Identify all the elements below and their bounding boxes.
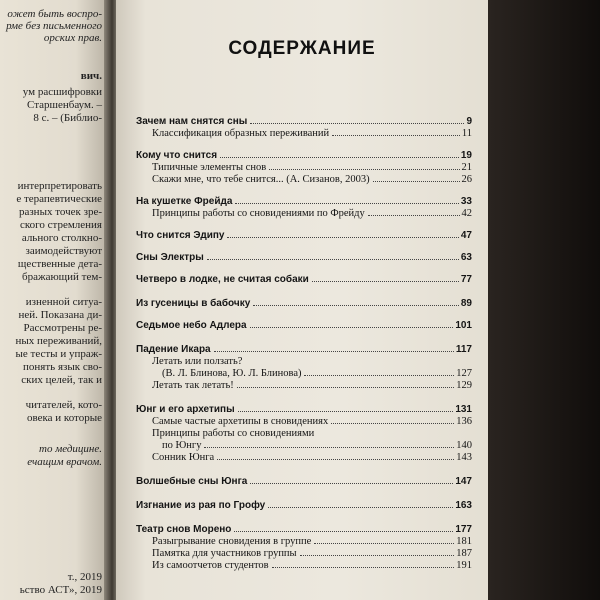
page-title: СОДЕРЖАНИЕ: [228, 38, 376, 59]
toc-page-number: 191: [456, 560, 472, 571]
left-page-line: Старшенбаум. –: [27, 99, 102, 111]
left-page-line: щественные дета-: [17, 258, 102, 270]
toc-leader-dots: [253, 305, 459, 306]
toc-leader-dots: [227, 237, 458, 238]
left-page-line: заимодействуют: [25, 245, 102, 257]
toc-entry-title: Типичные элементы снов: [152, 162, 267, 173]
toc-leader-dots: [207, 259, 459, 260]
toc-subentry: [152, 452, 472, 464]
toc-subentry: [162, 368, 472, 380]
toc-entry-title: Принципы работы со сновидениями по Фрейду: [152, 208, 365, 219]
toc-chapter: [136, 252, 472, 264]
left-page-line: бражающий тем-: [22, 271, 102, 283]
toc-leader-dots: [237, 387, 454, 388]
toc-leader-dots: [238, 411, 454, 412]
toc-entry-title: Кому что снится: [136, 150, 218, 161]
left-page-line: ые тесты и упраж-: [15, 348, 102, 360]
toc-subentry: [152, 208, 472, 220]
toc-leader-dots: [214, 351, 454, 352]
toc-entry-title: Самые частые архетипы в сновидениях: [152, 416, 329, 427]
toc-leader-dots: [234, 531, 453, 532]
toc-chapter: [136, 230, 472, 242]
toc-chapter: [136, 524, 472, 536]
left-page-line: е терапевтические: [16, 193, 102, 205]
toc-leader-dots: [314, 543, 454, 544]
toc-leader-dots: [204, 447, 454, 448]
toc-entry-title: Зачем нам снятся сны: [136, 116, 248, 127]
toc-page-number: 136: [456, 416, 472, 427]
toc-subentry: [162, 440, 472, 452]
toc-entry-title: Седьмое небо Адлера: [136, 320, 247, 331]
left-page-line: рме без письменного: [6, 20, 102, 32]
toc-entry-title: Разыгрывание сновидения в группе: [152, 536, 312, 547]
toc-page-number: 127: [456, 368, 472, 379]
toc-subentry: [152, 128, 472, 140]
toc-page-number: 140: [456, 440, 472, 451]
toc-page-number: 89: [460, 298, 472, 309]
toc-subentry: [152, 548, 472, 560]
left-page-line: овека и которые: [26, 412, 102, 424]
left-page-line: изненной ситуа-: [25, 296, 102, 308]
toc-leader-dots: [300, 555, 455, 556]
toc-entry-title: Что снится Эдипу: [136, 230, 225, 241]
toc-entry-title: (В. Л. Блинова, Ю. Л. Блинова): [162, 368, 302, 379]
left-page-line: ечащим врачом.: [27, 456, 102, 468]
toc-entry-title: Скажи мне, что тебе снится... (А. Сизанов, 2003): [152, 174, 370, 185]
left-page-line: ского стремления: [19, 219, 102, 231]
toc-page-number: 19: [460, 150, 472, 161]
toc-subentry: [152, 560, 472, 572]
toc-page-number: 101: [455, 320, 472, 331]
toc-subentry: [152, 380, 472, 392]
toc-entry-title: Принципы работы со сновидениями: [152, 428, 315, 439]
toc-leader-dots: [312, 281, 459, 282]
toc-subentry: [152, 536, 472, 548]
toc-entry-title: Сны Электры: [136, 252, 204, 263]
left-page-line: ального столкно-: [21, 232, 102, 244]
left-page-line: т., 2019: [67, 571, 102, 583]
toc-page-number: 21: [461, 162, 472, 173]
toc-leader-dots: [373, 181, 460, 182]
toc-page-number: 9: [466, 116, 472, 127]
toc-page-number: 117: [455, 344, 472, 355]
left-page-line: ум расшифровки: [22, 86, 102, 98]
toc-chapter: [136, 320, 472, 332]
toc-entry-title: Сонник Юнга: [152, 452, 215, 463]
background-shadow: [488, 0, 600, 600]
toc-entry-title: Изгнание из рая по Грофу: [136, 500, 266, 511]
left-page-line: ожет быть воспро-: [7, 8, 102, 20]
toc-subentry: [152, 162, 472, 174]
toc-entry-title: Четверо в лодке, не считая собаки: [136, 274, 309, 285]
left-page-line: понять язык сво-: [23, 361, 102, 373]
toc-page-number: 129: [456, 380, 472, 391]
toc-leader-dots: [235, 203, 458, 204]
toc-entry-title: Летать так летать!: [152, 380, 234, 391]
toc-chapter: [136, 196, 472, 208]
toc-entry-title: по Юнгу: [162, 440, 202, 451]
left-page: [0, 0, 108, 600]
toc-leader-dots: [368, 215, 460, 216]
toc-page-number: 26: [461, 174, 472, 185]
toc-page-number: 181: [456, 536, 472, 547]
left-page-line: Рассмотрены ре-: [23, 322, 102, 334]
toc-leader-dots: [269, 169, 459, 170]
toc-entry-title: Театр снов Морено: [136, 524, 232, 535]
toc-leader-dots: [268, 507, 453, 508]
toc-chapter: [136, 404, 472, 416]
left-page-line: интерпретировать: [17, 180, 102, 192]
toc-subentry: [152, 174, 472, 186]
toc-chapter: [136, 476, 472, 488]
toc-chapter: [136, 298, 472, 310]
toc-page-number: 147: [455, 476, 472, 487]
toc-leader-dots: [220, 157, 459, 158]
toc-page-number: 77: [460, 274, 472, 285]
toc-page-number: 33: [460, 196, 472, 207]
left-page-line: то медицине.: [39, 443, 102, 455]
left-page-line: ьство АСТ», 2019: [19, 584, 102, 596]
toc-leader-dots: [332, 135, 460, 136]
toc-chapter: [136, 150, 472, 162]
toc-subentry: [152, 428, 472, 440]
toc-page-number: 63: [460, 252, 472, 263]
left-page-line: 8 с. – (Библио-: [33, 112, 102, 124]
toc-entry-title: Из гусеницы в бабочку: [136, 298, 251, 309]
toc-leader-dots: [272, 567, 455, 568]
toc-entry-title: Классификация образных переживаний: [152, 128, 330, 139]
toc-entry-title: Памятка для участников группы: [152, 548, 297, 559]
toc-leader-dots: [331, 423, 454, 424]
toc-entry-title: Волшебные сны Юнга: [136, 476, 248, 487]
toc-leader-dots: [304, 375, 454, 376]
left-page-line: ней. Показана ди-: [18, 309, 102, 321]
toc-leader-dots: [250, 123, 464, 124]
toc-subentry: [152, 416, 472, 428]
toc-entry-title: Падение Икара: [136, 344, 211, 355]
toc-chapter: [136, 116, 472, 128]
left-page-line: ских целей, так и: [21, 374, 102, 386]
toc-subentry: [152, 356, 472, 368]
left-page-line: орских прав.: [43, 32, 102, 44]
left-page-line: ных переживаний,: [15, 335, 102, 347]
toc-page-number: 163: [455, 500, 472, 511]
toc-leader-dots: [217, 459, 454, 460]
toc-leader-dots: [250, 483, 453, 484]
left-page-line: разных точек зре-: [18, 206, 102, 218]
left-page-line: читателей, кото-: [25, 399, 102, 411]
toc-page-number: 11: [461, 128, 472, 139]
toc-entry-title: На кушетке Фрейда: [136, 196, 233, 207]
toc-leader-dots: [250, 327, 454, 328]
toc-page-number: 177: [455, 524, 472, 535]
toc-page-number: 42: [461, 208, 472, 219]
toc-page-number: 47: [460, 230, 472, 241]
toc-page-number: 187: [456, 548, 472, 559]
toc-chapter: [136, 500, 472, 512]
toc-entry-title: Из самоотчетов студентов: [152, 560, 269, 571]
toc-page: [116, 0, 488, 600]
toc-chapter: [136, 344, 472, 356]
toc-entry-title: Летать или ползать?: [152, 356, 243, 367]
left-page-line: вич.: [80, 70, 102, 82]
toc-page-number: 143: [456, 452, 472, 463]
toc-page-number: 131: [455, 404, 472, 415]
toc-chapter: [136, 274, 472, 286]
toc-entry-title: Юнг и его архетипы: [136, 404, 235, 415]
